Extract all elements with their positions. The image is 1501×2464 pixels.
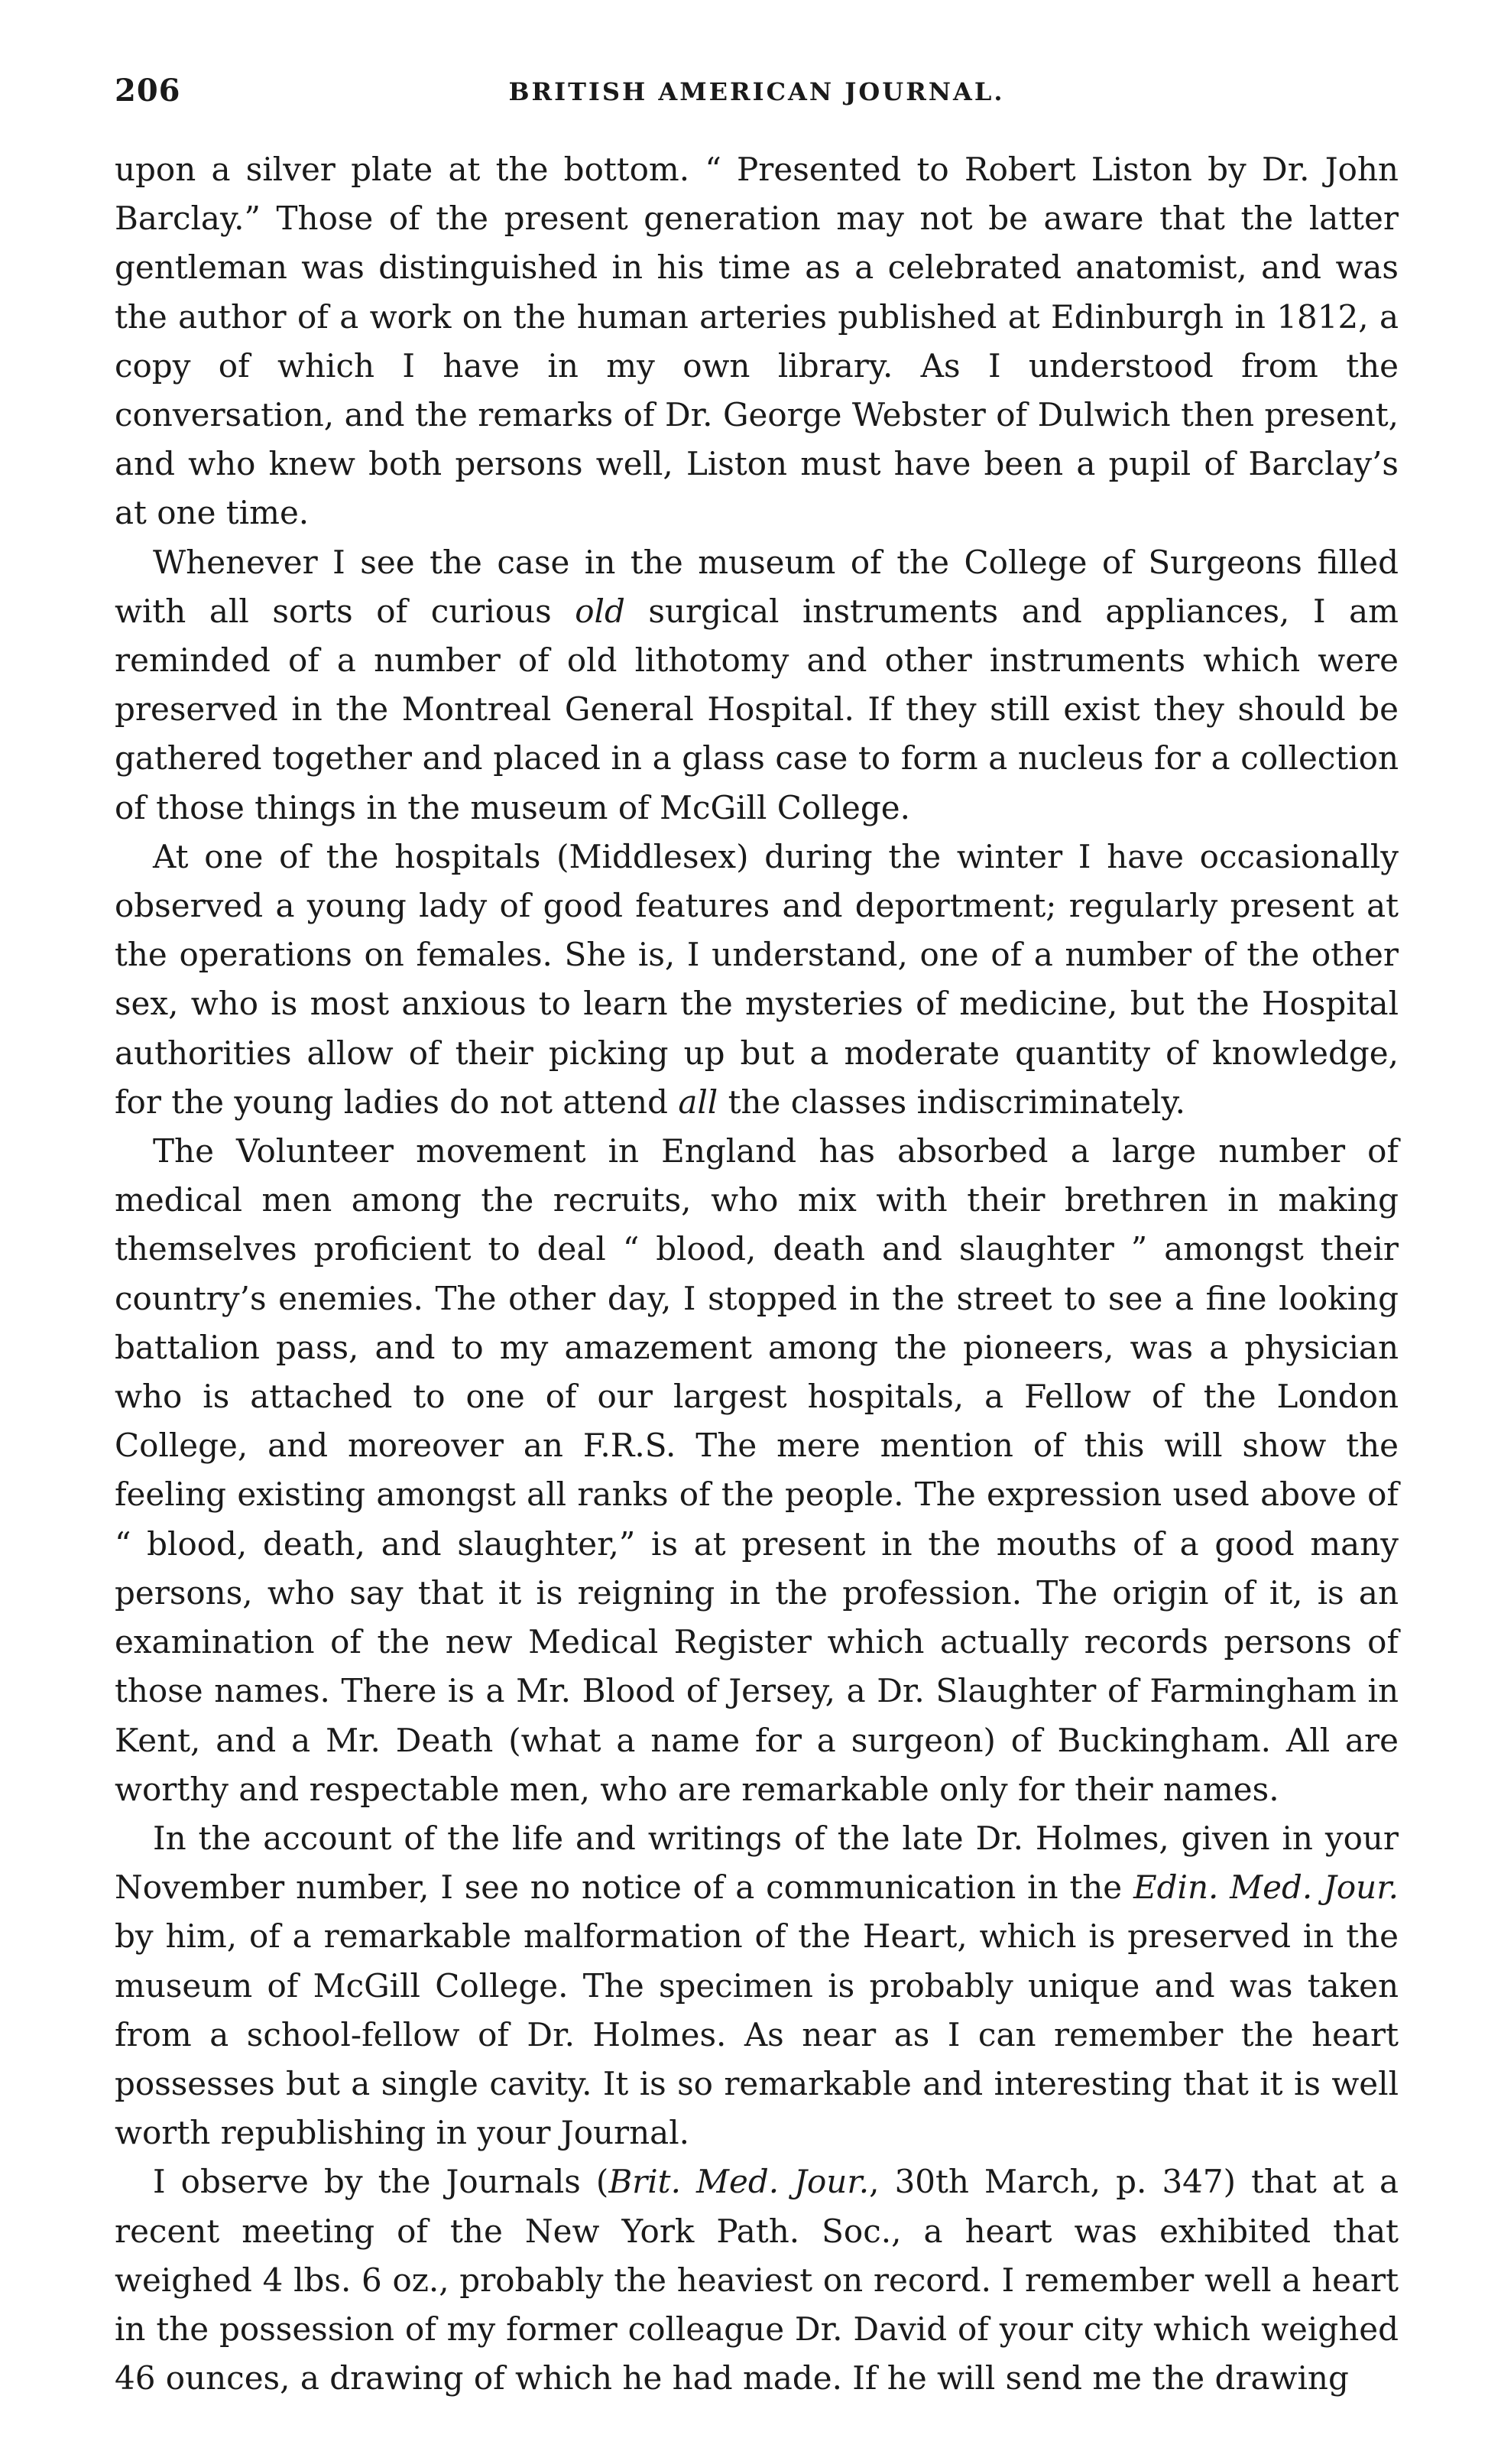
paragraph-text: upon a silver plate at the bottom. “ Presented to Robert Liston by Dr. John Barclay.” Those of the present generation may not be aware that the latter gentleman was distinguished in his time as a celebrated anatomist, and was the author of a work on the human arteries published at Edinburgh in 1812, a copy of which I have in my own library. As I understood from the conversation, and the remarks of Dr. George Webster of Dulwich then present, and who knew both persons well, Liston must have been a pupil of Barclay’s at one time. bbox=[115, 151, 1399, 532]
page-header bbox=[115, 73, 1399, 118]
paragraph bbox=[115, 145, 1399, 538]
paragraph-text: The Volunteer movement in England has absorbed a large number of medical men among the recruits, who mix with their brethren in making themselves proficient to deal “ blood, death and slaughter ” amongst their country’s enemies. The other day, I stopped in the street to see a fine looking battalion pass, and to my amazement among the pioneers, was a physician who is attached to one of our largest hospitals, a Fellow of the London College, and moreover an F.R.S. The mere mention of this will show the feeling existing amongst all ranks of the people. The expression used above of “ blood, death, and slaughter,” is at present in the mouths of a good many persons, who say that it is reigning in the profession. The origin of it, is an examination of the new Medical Register which actually records persons of those names. There is a Mr. Blood of Jersey, a Dr. Slaughter of Farmingham in Kent, and a Mr. Death (what a name for a surgeon) of Buckingham. All are worthy and respectable men, who are remarkable only for their names. bbox=[115, 1132, 1399, 1808]
italic-text: all bbox=[678, 1083, 718, 1121]
page-number: 206 bbox=[115, 73, 181, 109]
paragraph-text: , 30th March, p. 347) that at a recent meeting of the New York Path. Soc., a heart was exhibited that weighed 4 lbs. 6 oz., probably the heaviest on record. I remember well a heart in the possession of my former colleague Dr. David of your city which weighed 46 ounces, a drawing of which he had made. If he will send me the drawing bbox=[115, 2163, 1399, 2397]
paragraph-text: Whenever I see the case in the museum of the College of Surgeons filled with all sorts of curious bbox=[115, 543, 1399, 630]
italic-text: old bbox=[575, 592, 625, 630]
paragraph-text: I observe by the Journals ( bbox=[153, 2163, 609, 2201]
paragraph bbox=[115, 1814, 1399, 2157]
paragraph bbox=[115, 833, 1399, 1127]
article-body bbox=[115, 145, 1399, 2403]
paragraph-text: At one of the hospitals (Middlesex) during the winter I have occasionally observed a young lady of good features and deportment; regularly present at the operations on females. She is, I understand, one of a number of the other sex, who is most anxious to learn the mysteries of medicine, but the Hospital authorities allow of their picking up but a moderate quantity of knowledge, for the young ladies do not attend bbox=[115, 837, 1399, 1121]
italic-text: Edin. Med. Jour. bbox=[1133, 1868, 1399, 1907]
paragraph-text: the classes indiscriminately. bbox=[718, 1083, 1185, 1121]
paragraph bbox=[115, 2157, 1399, 2403]
paragraph-text: In the account of the life and writings of the late Dr. Holmes, given in your November number, I see no notice of a communication in the bbox=[115, 1819, 1399, 1907]
paragraph bbox=[115, 1127, 1399, 1814]
paragraph-text: by him, of a remarkable malformation of the Heart, which is preserved in the museum of McGill College. The specimen is probably unique and was taken from a school-fellow of Dr. Holmes. As near as I can remember the heart possesses but a single cavity. It is so remarkable and interesting that it is well worth republishing in your Journal. bbox=[115, 1917, 1399, 2152]
paragraph-text: surgical instruments and appliances, I am reminded of a number of old lithotomy and other instruments which were preserved in the Montreal General Hospital. If they still exist they should be gathered together and placed in a glass case to form a nucleus for a collection of those things in the museum of McGill College. bbox=[115, 592, 1399, 826]
running-title: BRITISH AMERICAN JOURNAL. bbox=[508, 77, 1005, 106]
italic-text: Brit. Med. Jour. bbox=[608, 2163, 870, 2201]
paragraph bbox=[115, 538, 1399, 833]
